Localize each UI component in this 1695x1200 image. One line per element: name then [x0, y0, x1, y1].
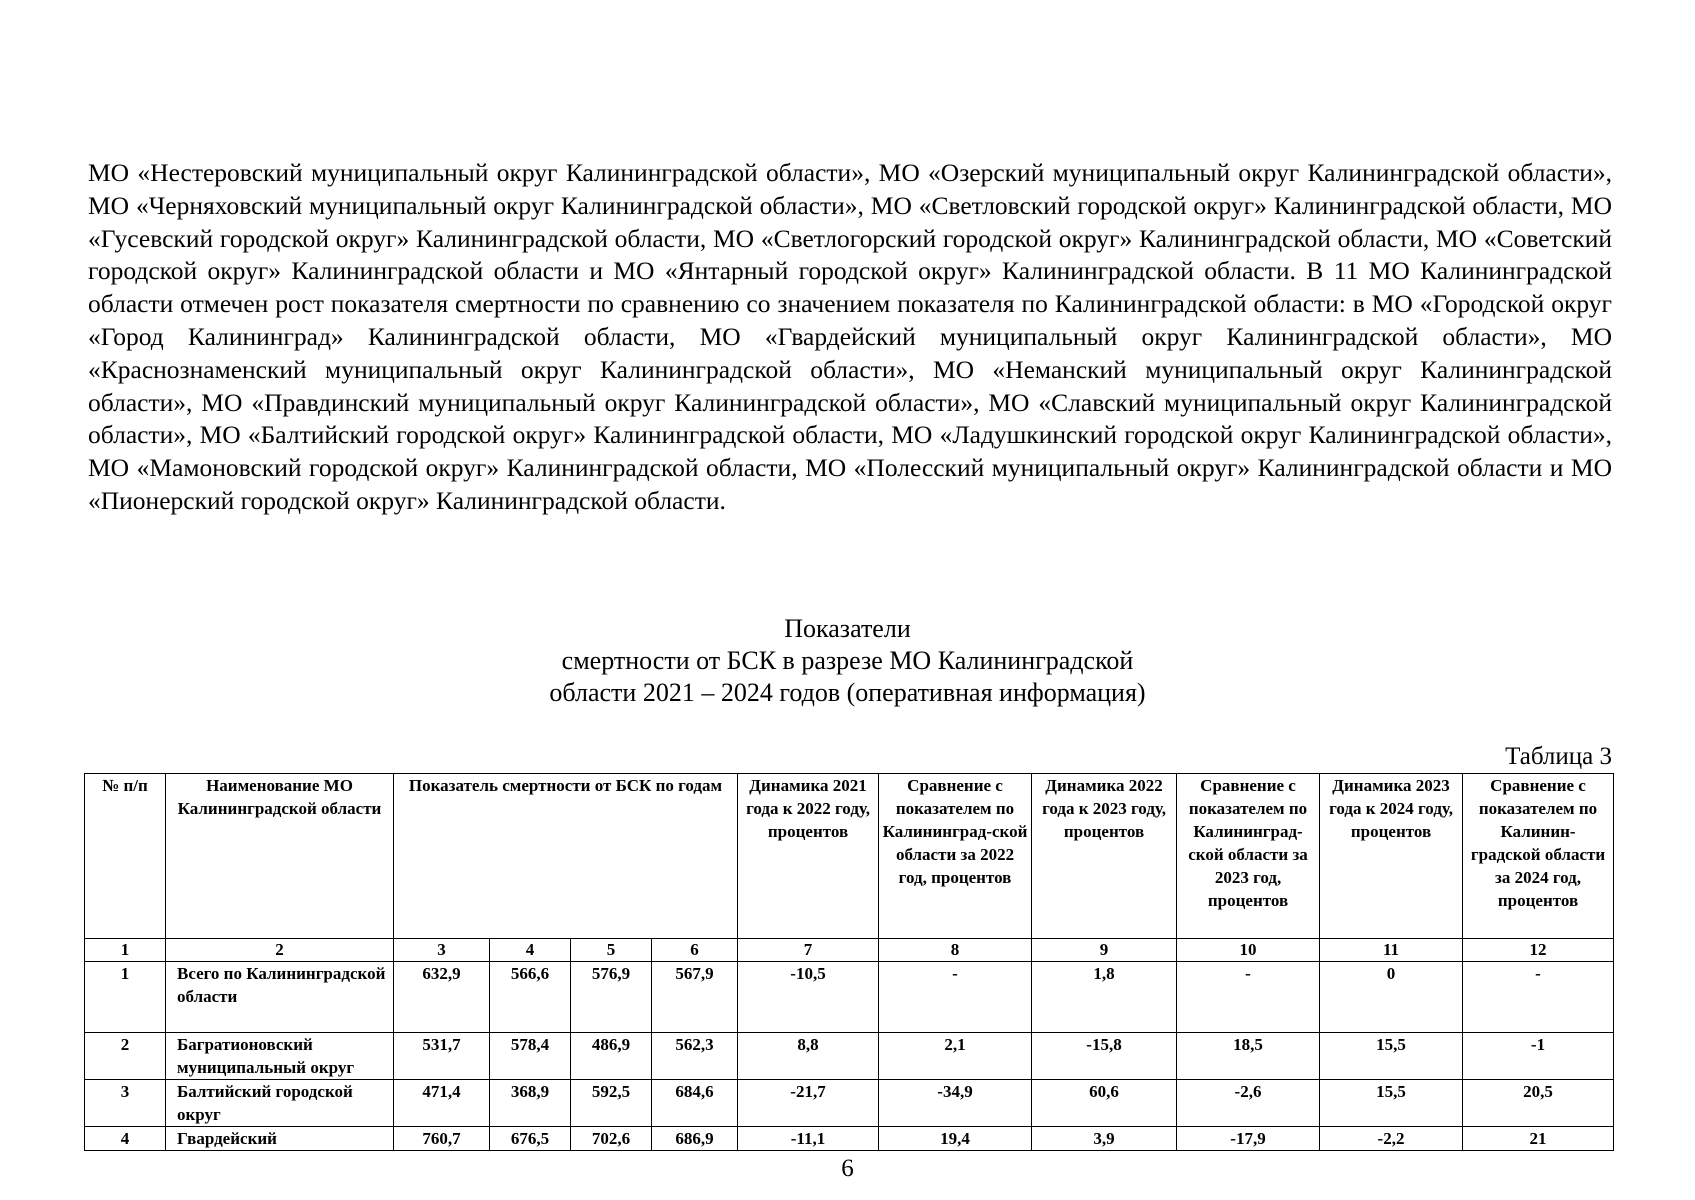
cell-c10: - — [1177, 962, 1320, 1033]
header-c11: Динамика 2023 года к 2024 году, процентов — [1320, 774, 1463, 939]
col-number: 12 — [1463, 939, 1614, 962]
col-number: 4 — [490, 939, 571, 962]
cell-c12: -1 — [1463, 1033, 1614, 1080]
cell-2023: 592,5 — [571, 1080, 652, 1127]
cell-c7: -10,5 — [738, 962, 879, 1033]
col-number: 2 — [166, 939, 394, 962]
col-number: 7 — [738, 939, 879, 962]
header-c12: Сравнение с показателем по Калинин-градской области за 2024 год, процентов — [1463, 774, 1614, 939]
cell-num: 4 — [85, 1127, 166, 1151]
cell-2021: 531,7 — [394, 1033, 490, 1080]
cell-2022: 368,9 — [490, 1080, 571, 1127]
cell-c12: 20,5 — [1463, 1080, 1614, 1127]
cell-2021: 760,7 — [394, 1127, 490, 1151]
header-c9: Динамика 2022 года к 2023 году, процентов — [1032, 774, 1177, 939]
cell-c8: 2,1 — [879, 1033, 1032, 1080]
col-number: 10 — [1177, 939, 1320, 962]
cell-c11: 15,5 — [1320, 1080, 1463, 1127]
cell-2023: 486,9 — [571, 1033, 652, 1080]
cell-c9: 60,6 — [1032, 1080, 1177, 1127]
table-title-line-1: Показатели — [784, 614, 911, 643]
cell-c8: - — [879, 962, 1032, 1033]
col-number: 3 — [394, 939, 490, 962]
column-number-row — [85, 939, 1614, 962]
cell-2024: 684,6 — [652, 1080, 738, 1127]
cell-name: Всего по Калининградской области — [166, 962, 394, 1033]
cell-2024: 567,9 — [652, 962, 738, 1033]
cell-num: 3 — [85, 1080, 166, 1127]
body-paragraph: МО «Нестеровский муниципальный округ Калининградской области», МО «Озерский муниципальный округ Калининградской области», МО «Черняховский муниципальный округ Калининградской области», МО «Светловский городской округ» Калининградской области, МО «Гусевский городской округ» Калининградской области, МО «Светлогорский городской округ» Калининградской области, МО «Советский городской округ» Калининградской области и МО «Янтарный городской округ» Калининградской области. В 11 МО Калининградской области отмечен рост показателя смертности по сравнению со значением показателя по Калининградской области: в МО «Городской округ «Город Калининград» Калининградской области, МО «Гвардейский муниципальный округ Калининградской области», МО «Краснознаменский муниципальный округ Калининградской области», МО «Неманский муниципальный округ Калининградской области», МО «Правдинский муниципальный округ Калининградской области», МО «Славский муниципальный округ Калининградской области», МО «Балтийский городской округ» Калининградской области, МО «Ладушкинский городской округ Калининградской области», МО «Мамоновский городской округ» Калининградской области, МО «Полесский муниципальный округ» Калининградской области и МО «Пионерский городской округ» Калининградской области. — [88, 158, 1612, 515]
cell-c11: 15,5 — [1320, 1033, 1463, 1080]
header-c10: Сравнение с показателем по Калининград-ской области за 2023 год, процентов — [1177, 774, 1320, 939]
col-number: 1 — [85, 939, 166, 962]
col-number: 11 — [1320, 939, 1463, 962]
cell-2021: 632,9 — [394, 962, 490, 1033]
cell-2024: 686,9 — [652, 1127, 738, 1151]
cell-c7: -11,1 — [738, 1127, 879, 1151]
cell-c8: 19,4 — [879, 1127, 1032, 1151]
cell-c7: 8,8 — [738, 1033, 879, 1080]
table-title-line-3: области 2021 – 2024 годов (оперативная информация) — [549, 678, 1146, 707]
page-number: 6 — [841, 1155, 854, 1182]
cell-c9: -15,8 — [1032, 1033, 1177, 1080]
header-c7: Динамика 2021 года к 2022 году, процентов — [738, 774, 879, 939]
header-rate: Показатель смертности от БСК по годам — [394, 774, 738, 939]
cell-name: Балтийский городской округ — [166, 1080, 394, 1127]
col-number: 9 — [1032, 939, 1177, 962]
table-row — [85, 1080, 1614, 1127]
cell-c7: -21,7 — [738, 1080, 879, 1127]
cell-name: Гвардейский — [166, 1127, 394, 1151]
header-c8: Сравнение с показателем по Калининград-ской области за 2022 год, процентов — [879, 774, 1032, 939]
cell-num: 1 — [85, 962, 166, 1033]
header-name: Наименование МО Калининградской области — [166, 774, 394, 939]
header-num: № п/п — [85, 774, 166, 939]
mortality-table — [84, 773, 1614, 1151]
col-number: 5 — [571, 939, 652, 962]
table-row — [85, 1033, 1614, 1080]
cell-name: Багратионовский муниципальный округ — [166, 1033, 394, 1080]
cell-c8: -34,9 — [879, 1080, 1032, 1127]
cell-c12: - — [1463, 962, 1614, 1033]
cell-2022: 578,4 — [490, 1033, 571, 1080]
cell-c11: 0 — [1320, 962, 1463, 1033]
col-number: 6 — [652, 939, 738, 962]
cell-2022: 566,6 — [490, 962, 571, 1033]
table-title — [0, 613, 1695, 709]
cell-c10: -2,6 — [1177, 1080, 1320, 1127]
cell-c9: 1,8 — [1032, 962, 1177, 1033]
cell-num: 2 — [85, 1033, 166, 1080]
table-row — [85, 962, 1614, 1033]
table-title-line-2: смертности от БСК в разрезе МО Калининградской — [561, 646, 1134, 675]
col-number: 8 — [879, 939, 1032, 962]
cell-2024: 562,3 — [652, 1033, 738, 1080]
header-row — [85, 774, 1614, 939]
cell-2021: 471,4 — [394, 1080, 490, 1127]
cell-c10: -17,9 — [1177, 1127, 1320, 1151]
cell-c12: 21 — [1463, 1127, 1614, 1151]
cell-2022: 676,5 — [490, 1127, 571, 1151]
cell-2023: 702,6 — [571, 1127, 652, 1151]
table-row — [85, 1127, 1614, 1151]
cell-c9: 3,9 — [1032, 1127, 1177, 1151]
cell-c10: 18,5 — [1177, 1033, 1320, 1080]
cell-c11: -2,2 — [1320, 1127, 1463, 1151]
cell-2023: 576,9 — [571, 962, 652, 1033]
table-label: Таблица 3 — [1505, 743, 1612, 770]
